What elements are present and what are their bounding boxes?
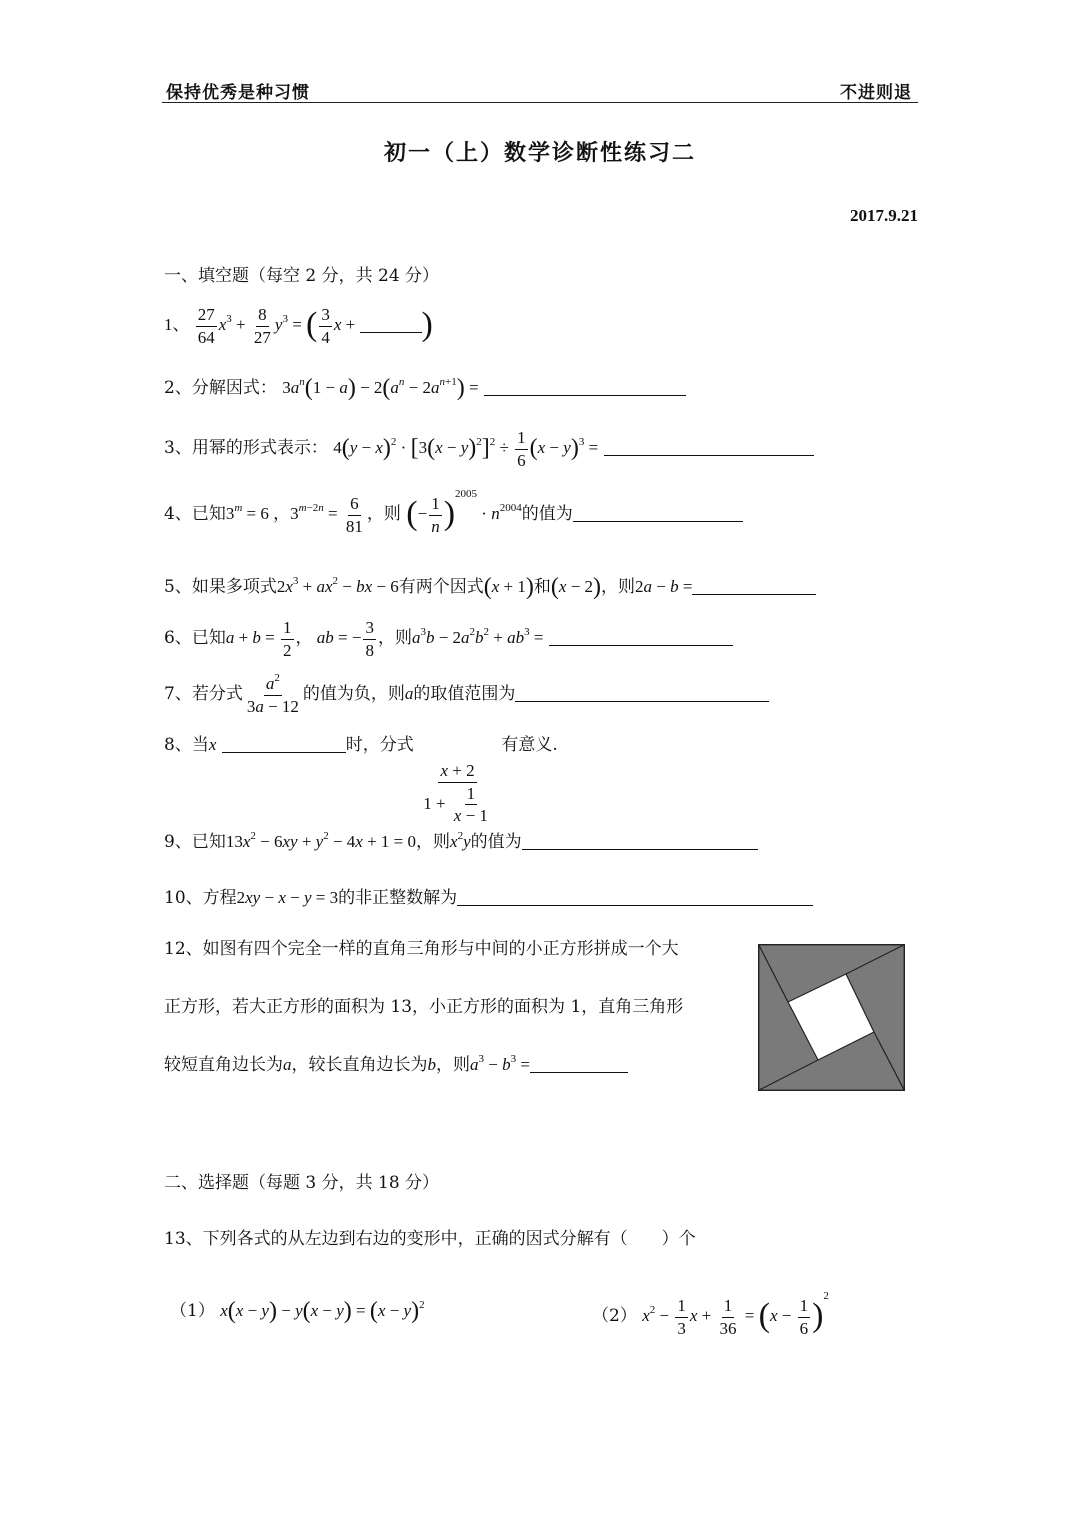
question-2: 2、分解因式： $3a^n(1 - a) - 2(a^n - 2a^{n+1})$ = [164,373,686,398]
q3-blank[interactable] [604,454,814,456]
question-6: 6、已知a + b = $\frac{1}{2}$ ， ab = − $\frac{3}{8}$ ，则$a^3b - 2a^2b^2 + ab^3$ = [164,618,733,660]
question-12-line-1: 12、如图有四个完全一样的直角三角形与中间的小正方形拼成一个大 [164,939,679,959]
section-choice-heading: 二、选择题（每题 3 分，共 18 分） [164,1173,440,1193]
question-8: 8、当x 时，分式 x + 2 1 + $\frac{1}{x - 1}$ 有意义. [164,735,558,826]
question-12-line-2: 正方形，若大正方形的面积为 13，小正方形的面积为 1，直角三角形 [164,997,684,1017]
header-rule [162,102,918,103]
q5-blank[interactable] [692,593,816,595]
question-1: 1、 $\frac{27}{64}$ $x^3$ + $\frac{8}{27}$ $y^3$ = ( $\frac{3}{4}$ x + ) [164,305,433,347]
q8-blank[interactable] [222,751,346,753]
q4-blank[interactable] [573,520,743,522]
question-12-line-3: 较短直角边长为a，较长直角边长为b，则$a^3 - b^3$ = [164,1056,744,1074]
question-7: 7、若分式 $\frac{a^2}{3a - 12}$ 的值为负，则a的取值范围为 [164,674,769,716]
exam-date: 2017.9.21 [850,206,918,225]
q9-blank[interactable] [522,848,758,850]
q6-blank[interactable] [549,644,733,646]
page-title: 初一（上）数学诊断性练习二 [383,140,696,166]
q12-blank[interactable] [530,1071,628,1073]
option-2[interactable]: （2） $x^2$ − $\frac{1}{3}$ x + $\frac{1}{36}$ = (x − $\frac{1}{6}$ )$^2$ [592,1290,829,1338]
question-3: 3、用幂的形式表示： $4(y - x)^2 \cdot [3(x - y)^2]^2$ ÷ $\frac{1}{6}$ $(x - y)^3$ = [164,428,814,470]
q7-blank[interactable] [515,700,769,702]
header-right-motto: 不进则退 [840,83,912,103]
question-5: 5、如果多项式$2x^3 + ax^2$ − bx − 6有两个因式(x + 1)和(x − 2)，则2a − b = [164,572,816,597]
question-9: 9、已知$13x^2 - 6xy + y^2 - 4x + 1 = 0$，则$x^2y$的值为 [164,827,758,852]
q1-number: 1、 [164,314,190,334]
section-fill-heading: 一、填空题（每空 2 分，共 24 分） [164,266,440,286]
q1-blank[interactable] [360,331,422,333]
question-13: 13、下列各式的从左边到右边的变形中，正确的因式分解有（ ）个 [164,1229,696,1249]
option-1[interactable]: （1） $x(x - y) - y(x - y) = (x - y)^2$ [170,1298,425,1324]
header-left-motto: 保持优秀是种习惯 [166,83,310,103]
question-4: 4、已知$3^m = 6$ ，$3^{m-2n}$ = $\frac{6}{81}$ ，则 (− $\frac{1}{n}$ )$^{2005} \cdot n^{2004}$的值为 [164,494,743,536]
q10-blank[interactable] [457,904,813,906]
q2-blank[interactable] [484,394,686,396]
pinwheel-square-figure [758,944,905,1091]
question-10: 10、方程2xy − x − y = 3的非正整数解为 [164,883,813,908]
